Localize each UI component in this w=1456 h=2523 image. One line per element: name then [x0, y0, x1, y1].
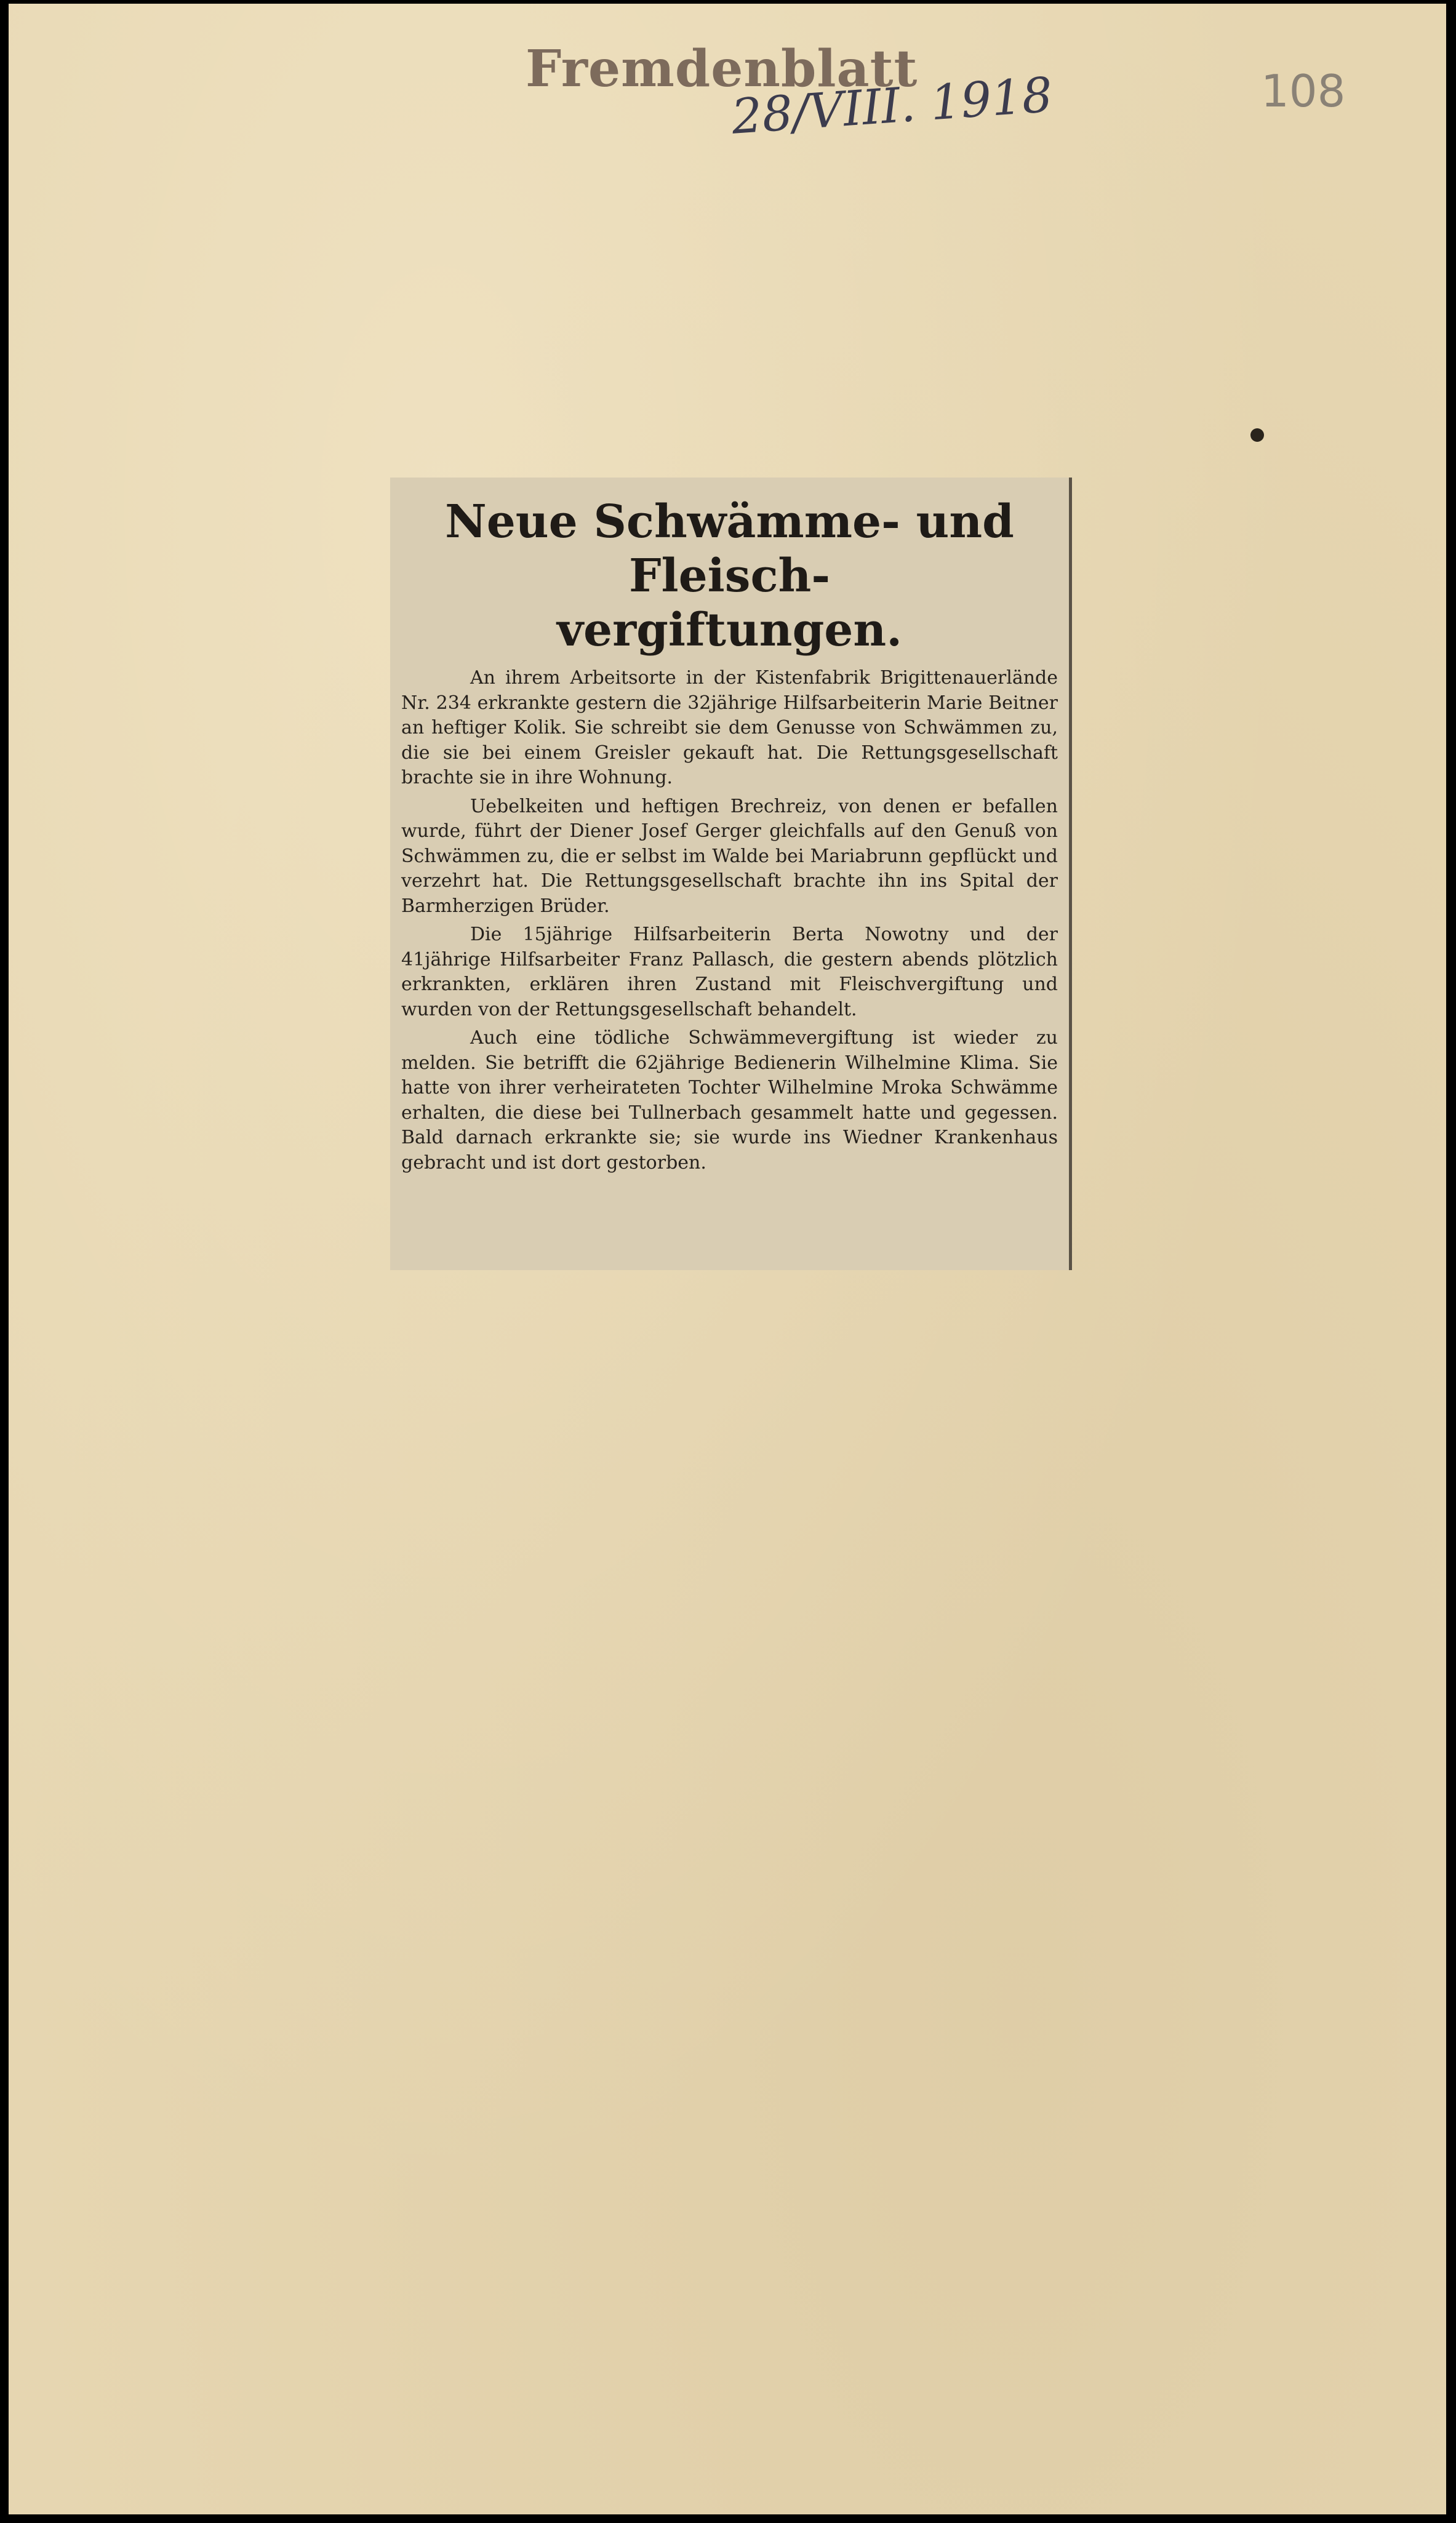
newspaper-stamp: Fremdenblatt — [526, 39, 918, 98]
article-paragraph-3: Die 15jährige Hilfsarbeiterin Berta Nowotny und der 41jährige Hilfsarbeiter Franz Pallasch, die gestern abends plötzlich erkrankten, erklären ihren Zustand mit Fleischvergiftung und wurden von der Rettungsgesellschaft behandelt. — [401, 924, 1058, 1020]
newspaper-clipping — [390, 478, 1072, 1270]
article-paragraph-4: Auch eine tödliche Schwämmevergiftung ist wieder zu melden. Sie betrifft die 62jährige Bedienerin Wilhelmine Klima. Sie hatte von ihrer verheirateten Tochter Wilhelmine Mroka Schwämme erhalten, die diese bei Tullnerbach gesammelt hatte und gegessen. Bald darnach erkrankte sie; sie wurde ins Wiedner Krankenhaus gebracht und ist dort gestorben. — [401, 1027, 1058, 1174]
punch-hole — [1250, 428, 1264, 442]
headline-line-2: vergiftungen. — [557, 604, 902, 657]
archive-sheet — [9, 4, 1446, 2514]
headline-line-1: Neue Schwämme- und Fleisch- — [445, 495, 1014, 602]
article-paragraph-1: An ihrem Arbeitsorte in der Kistenfabrik Brigittenauerlände Nr. 234 erkrankte gestern die 32jährige Hilfsarbeiterin Marie Beitner an heftiger Kolik. Sie schreibt sie dem Genusse von Schwämmen zu, die sie bei einem Greisler gekauft hat. Die Rettungsgesellschaft brachte sie in ihre Wohnung. — [401, 667, 1058, 788]
article-paragraph-2: Uebelkeiten und heftigen Brechreiz, von denen er befallen wurde, führt der Diener Josef Gerger gleichfalls auf den Genuß von Schwämmen zu, die er selbst im Walde bei Mariabrunn gepflückt und verzehrt hat. Die Rettungsgesellschaft brachte ihn ins Spital der Barmherzigen Brüder. — [401, 795, 1058, 917]
article-headline — [401, 495, 1058, 657]
handwritten-date: 28/VIII. 1918 — [729, 67, 1055, 145]
page-number: 108 — [1261, 65, 1346, 117]
